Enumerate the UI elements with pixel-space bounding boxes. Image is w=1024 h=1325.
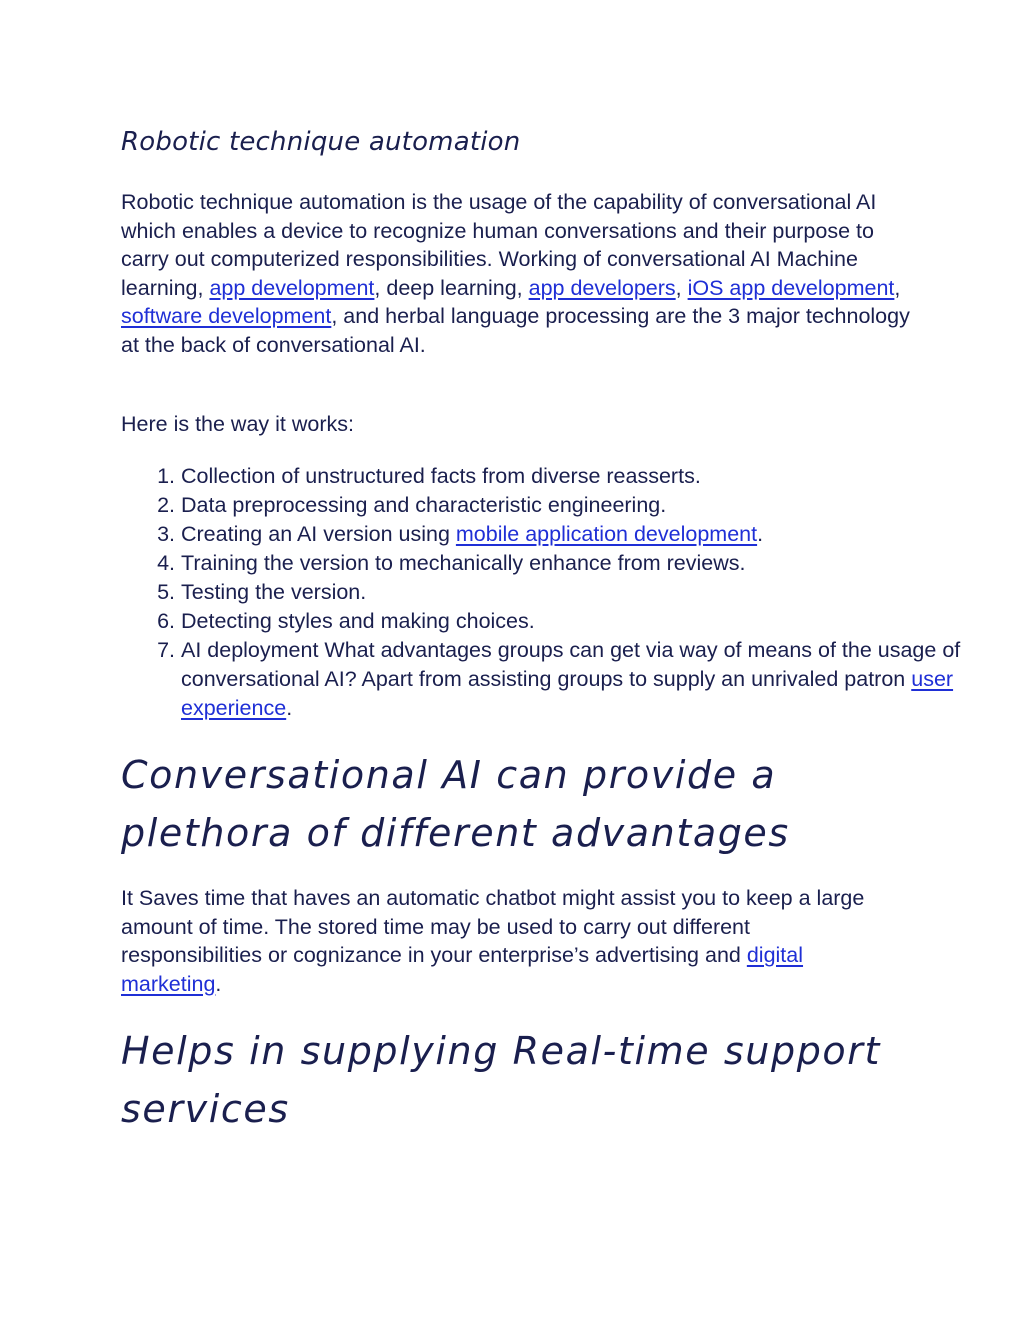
step-text: Training the version to mechanically enhance from reviews. [181, 551, 746, 575]
step-text: Testing the version. [181, 580, 367, 604]
list-item [181, 520, 971, 549]
intro-paragraph [121, 188, 911, 359]
list-item [181, 462, 971, 491]
paragraph-text: , [894, 275, 901, 300]
digital-marketing-link[interactable]: digital marketing [121, 943, 804, 996]
list-item [181, 549, 971, 578]
section-heading-robotic-automation: Robotic technique automation [121, 127, 521, 157]
paragraph-text: . [215, 971, 222, 996]
step-text: Creating an AI version using [181, 522, 456, 546]
step-punctuation: . [757, 522, 764, 546]
paragraph-text: , and herbal language processing are the 3 major technology at the back of conversational AI. [121, 304, 910, 357]
app-developers-link[interactable]: app developers [528, 275, 676, 300]
list-item [181, 491, 971, 520]
list-item [181, 607, 971, 636]
list-item [181, 578, 971, 607]
saves-time-paragraph [121, 884, 891, 998]
software-development-link[interactable]: software development [121, 304, 332, 328]
paragraph-text: Robotic technique automation is the usage of the capability of conversational AI which enables a device to recognize human conversations and their purpose to carry out computerized responsibilities. Working of conversational AI Machine learning, [121, 190, 877, 300]
step-text: Detecting styles and making choices. [181, 609, 535, 633]
list-item [181, 636, 971, 723]
section-heading-realtime-support: Helps in supplying Real-time support services [121, 1029, 882, 1131]
paragraph-text: It Saves time that haves an automatic chatbot might assist you to keep a large amount of time. The stored time may be used to carry out different responsibilities or cognizance in your enterprise’s advertising and [121, 886, 865, 967]
paragraph-text: , [675, 275, 688, 300]
user-experience-link[interactable]: user experience [181, 667, 954, 720]
mobile-application-development-link[interactable]: mobile application development [455, 522, 758, 546]
step-text: Data preprocessing and characteristic engineering. [181, 493, 667, 517]
step-text: Collection of unstructured facts from diverse reasserts. [181, 464, 701, 488]
ios-app-development-link[interactable]: iOS app development [687, 275, 895, 300]
app-development-link[interactable]: app development [209, 275, 375, 300]
section-heading-advantages: Conversational AI can provide a plethora of different advantages [121, 753, 790, 855]
step-text: AI deployment What advantages groups can get via way of means of the usage of conversational AI? Apart from assisting groups to supply an unrivaled patron [181, 638, 961, 691]
step-punctuation: . [286, 696, 293, 720]
paragraph-text: , deep learning, [374, 275, 529, 300]
how-it-works-paragraph: Here is the way it works: [121, 412, 354, 436]
steps-list [121, 462, 971, 723]
